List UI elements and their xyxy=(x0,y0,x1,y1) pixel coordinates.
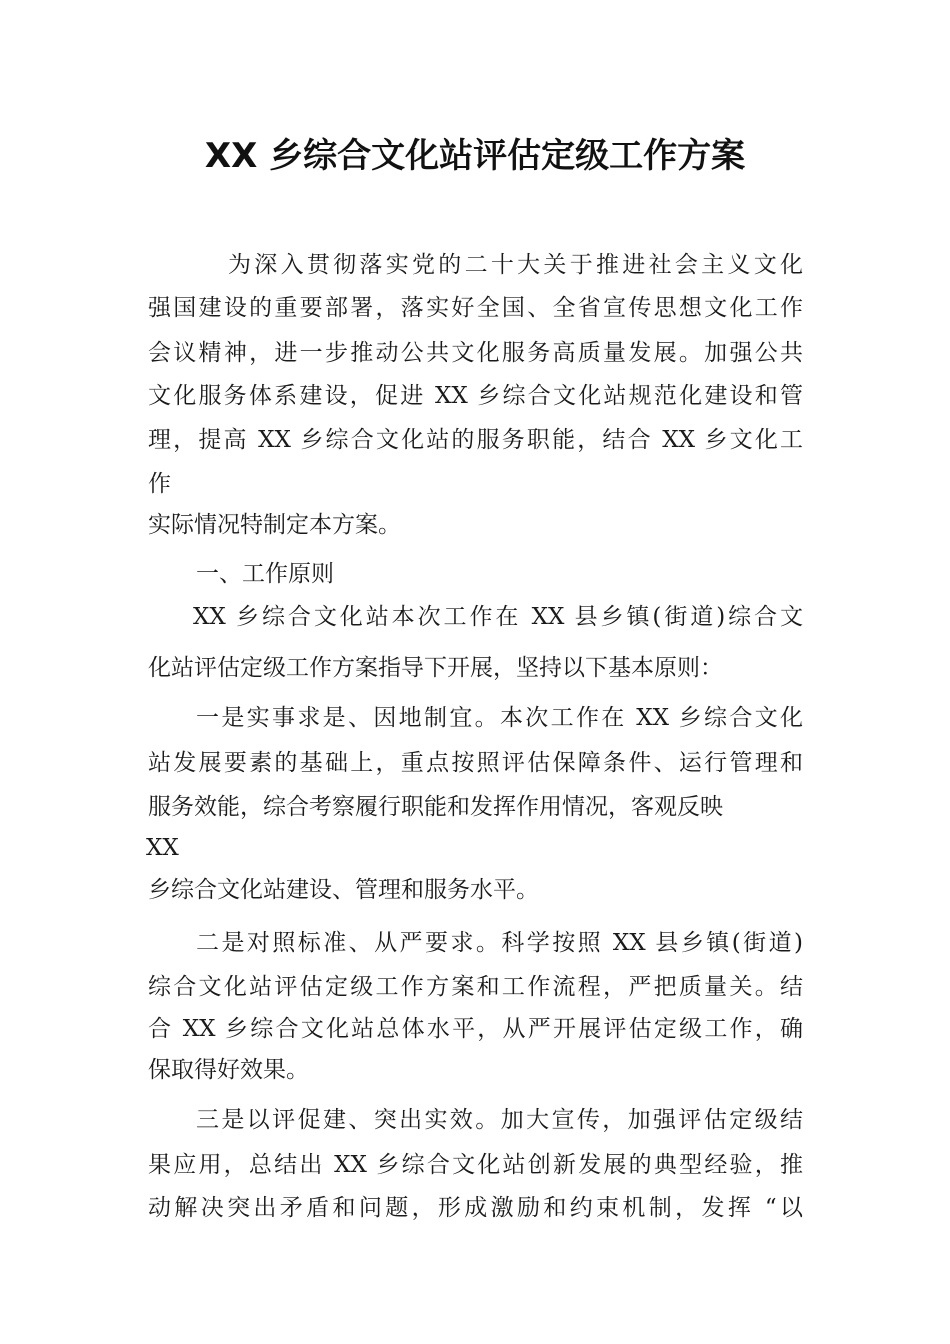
paragraph-line: 文化服务体系建设，促进 XX 乡综合文化站规范化建设和管 xyxy=(148,383,803,409)
paragraph-line: 会议精神，进一步推动公共文化服务高质量发展。加强公共 xyxy=(148,340,803,366)
paragraph-line: 动解决突出矛盾和问题，形成激励和约束机制，发挥 “以 xyxy=(148,1195,803,1221)
paragraph-line: 化站评估定级工作方案指导下开展，坚持以下基本原则： xyxy=(148,655,723,681)
paragraph-line: 为深入贯彻落实党的二十大关于推进社会主义文化 xyxy=(228,252,803,278)
paragraph-line: 一是实事求是、因地制宜。本次工作在 XX 乡综合文化 xyxy=(196,705,803,731)
paragraph-line: 实际情况特制定本方案。 xyxy=(148,512,401,538)
section-heading: 一、工作原则 xyxy=(196,561,334,587)
paragraph-line: 二是对照标准、从严要求。科学按照 XX 县乡镇(街道) xyxy=(196,930,803,956)
paragraph-line: 保取得好效果。 xyxy=(148,1057,309,1083)
paragraph-line: 三是以评促建、突出实效。加大宣传，加强评估定级结 xyxy=(196,1107,803,1133)
paragraph-line: 果应用，总结出 XX 乡综合文化站创新发展的典型经验，推 xyxy=(148,1152,803,1178)
paragraph-line: 理，提高 XX 乡综合文化站的服务职能，结合 XX 乡文化工 xyxy=(148,427,803,453)
paragraph-line: XX 乡综合文化站本次工作在 XX 县乡镇(街道)综合文 xyxy=(193,604,803,630)
paragraph-line: XX xyxy=(146,835,179,861)
paragraph-line: 强国建设的重要部署，落实好全国、全省宣传思想文化工作 xyxy=(148,295,803,321)
paragraph-line: 站发展要素的基础上，重点按照评估保障条件、运行管理和 xyxy=(148,750,803,776)
paragraph-line: 作 xyxy=(148,471,171,497)
document-title: XX 乡综合文化站评估定级工作方案 xyxy=(204,136,746,176)
paragraph-line: 综合文化站评估定级工作方案和工作流程，严把质量关。结 xyxy=(148,974,803,1000)
paragraph-line: 服务效能，综合考察履行职能和发挥作用情况，客观反映 xyxy=(148,794,723,820)
paragraph-line: 乡综合文化站建设、管理和服务水平。 xyxy=(148,877,539,903)
paragraph-line: 合 XX 乡综合文化站总体水平，从严开展评估定级工作，确 xyxy=(148,1016,803,1042)
